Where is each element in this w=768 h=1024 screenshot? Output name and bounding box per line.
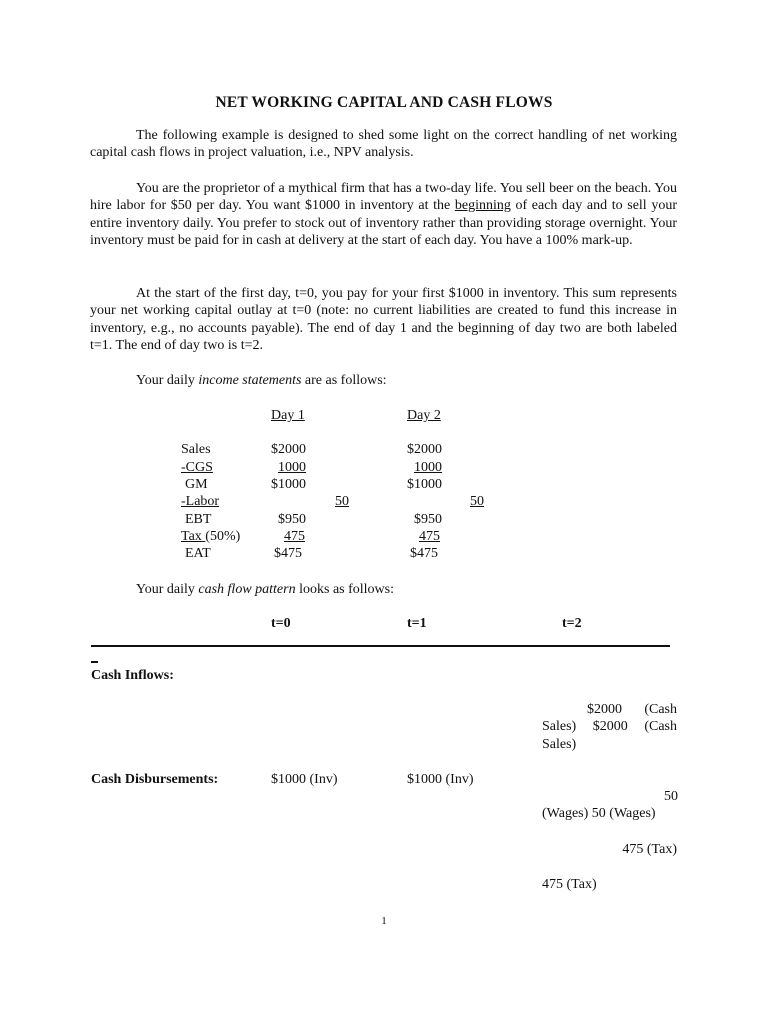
wages-block: 50 (Wages) 50 (Wages) — [542, 789, 678, 822]
cash-disbursements-label: Cash Disbursements: — [91, 772, 219, 787]
cgs-day2: 1000 — [414, 460, 442, 475]
ebt-day1: $950 — [278, 512, 306, 527]
cash-flow-intro-a: Your daily — [136, 582, 199, 597]
income-intro-italic: income statements — [198, 373, 302, 388]
header-t1: t=1 — [407, 616, 427, 631]
row-label-eat: EAT — [185, 546, 211, 561]
cash-inflows-label: Cash Inflows: — [91, 668, 174, 683]
short-rule — [91, 661, 98, 663]
row-label-tax — [181, 528, 240, 545]
row-label-ebt: EBT — [185, 512, 212, 527]
tax-t2-line: 475 (Tax) — [542, 877, 597, 892]
tax-label-rate: (50%) — [205, 529, 241, 544]
labor-day2: 50 — [470, 494, 484, 509]
eat-day1: $475 — [274, 546, 302, 561]
scenario-underlined-word: beginning — [454, 198, 511, 214]
cash-flow-intro-b: looks as follows: — [295, 582, 394, 597]
row-label-cgs: -CGS — [181, 460, 213, 475]
tax-t1-line: 475 (Tax) — [622, 842, 677, 857]
gm-day1: $1000 — [271, 477, 306, 492]
tax-day2: 475 — [419, 529, 440, 544]
sales-day1: $2000 — [271, 442, 306, 457]
gm-day2: $1000 — [407, 477, 442, 492]
intro-paragraph: The following example is designed to shed some light on the correct handling of net working capital cash flows in project valuation, i.e., NPV analysis. — [90, 128, 677, 161]
cash-flow-intro — [136, 581, 394, 598]
page-number: 1 — [381, 915, 387, 927]
labor-day1: 50 — [335, 494, 349, 509]
header-rule — [91, 645, 670, 647]
cash-flow-intro-italic: cash flow pattern — [198, 582, 296, 597]
row-label-gm: GM — [185, 477, 208, 492]
eat-day2: $475 — [410, 546, 438, 561]
timing-paragraph: At the start of the first day, t=0, you pay for your first $1000 in inventory. This sum represents your net working capital outlay at t=0 (note: no current liabilities are created to fund this increase in inventory, e.g., no accounts payable). The end of day 1 and the beginning of day two are both labeled t=1. The end of day two is t=2. — [90, 286, 677, 353]
scenario-paragraph — [90, 180, 677, 249]
header-t2: t=2 — [562, 616, 582, 631]
tax-label-underlined: Tax — [181, 529, 206, 544]
row-label-sales: Sales — [181, 442, 211, 457]
tax-day1: 475 — [284, 529, 305, 544]
scenario-text-a: You are the proprietor of a mythical firm that has a two-day life. You sell beer on the beach. You hire labor for $50 per day. You want $1000 in inventory at the — [90, 181, 677, 214]
cgs-day1: 1000 — [278, 460, 306, 475]
income-intro-b: are as follows: — [301, 373, 387, 388]
sales-day2: $2000 — [407, 442, 442, 457]
page-title: NET WORKING CAPITAL AND CASH FLOWS — [215, 94, 553, 111]
scenario-text-b: of each day and to sell your entire inventory daily. You prefer to stock out of inventory rather than providing storage overnight. Your inventory must be paid for in cash at delivery at the start of each day. You have a 100% mark-up. — [90, 198, 677, 248]
income-intro-a: Your daily — [136, 373, 199, 388]
row-label-labor: -Labor — [181, 494, 220, 509]
header-t0: t=0 — [271, 616, 291, 631]
col-header-day1: Day 1 — [271, 408, 305, 423]
income-statement-intro — [136, 372, 387, 389]
disbursement-t1: $1000 (Inv) — [407, 772, 474, 787]
col-header-day2: Day 2 — [407, 408, 441, 423]
disbursement-t0: $1000 (Inv) — [271, 772, 338, 787]
cash-inflows-t2-block: $2000 (Cash Sales) $2000 (Cash Sales) — [542, 702, 677, 752]
ebt-day2: $950 — [414, 512, 442, 527]
